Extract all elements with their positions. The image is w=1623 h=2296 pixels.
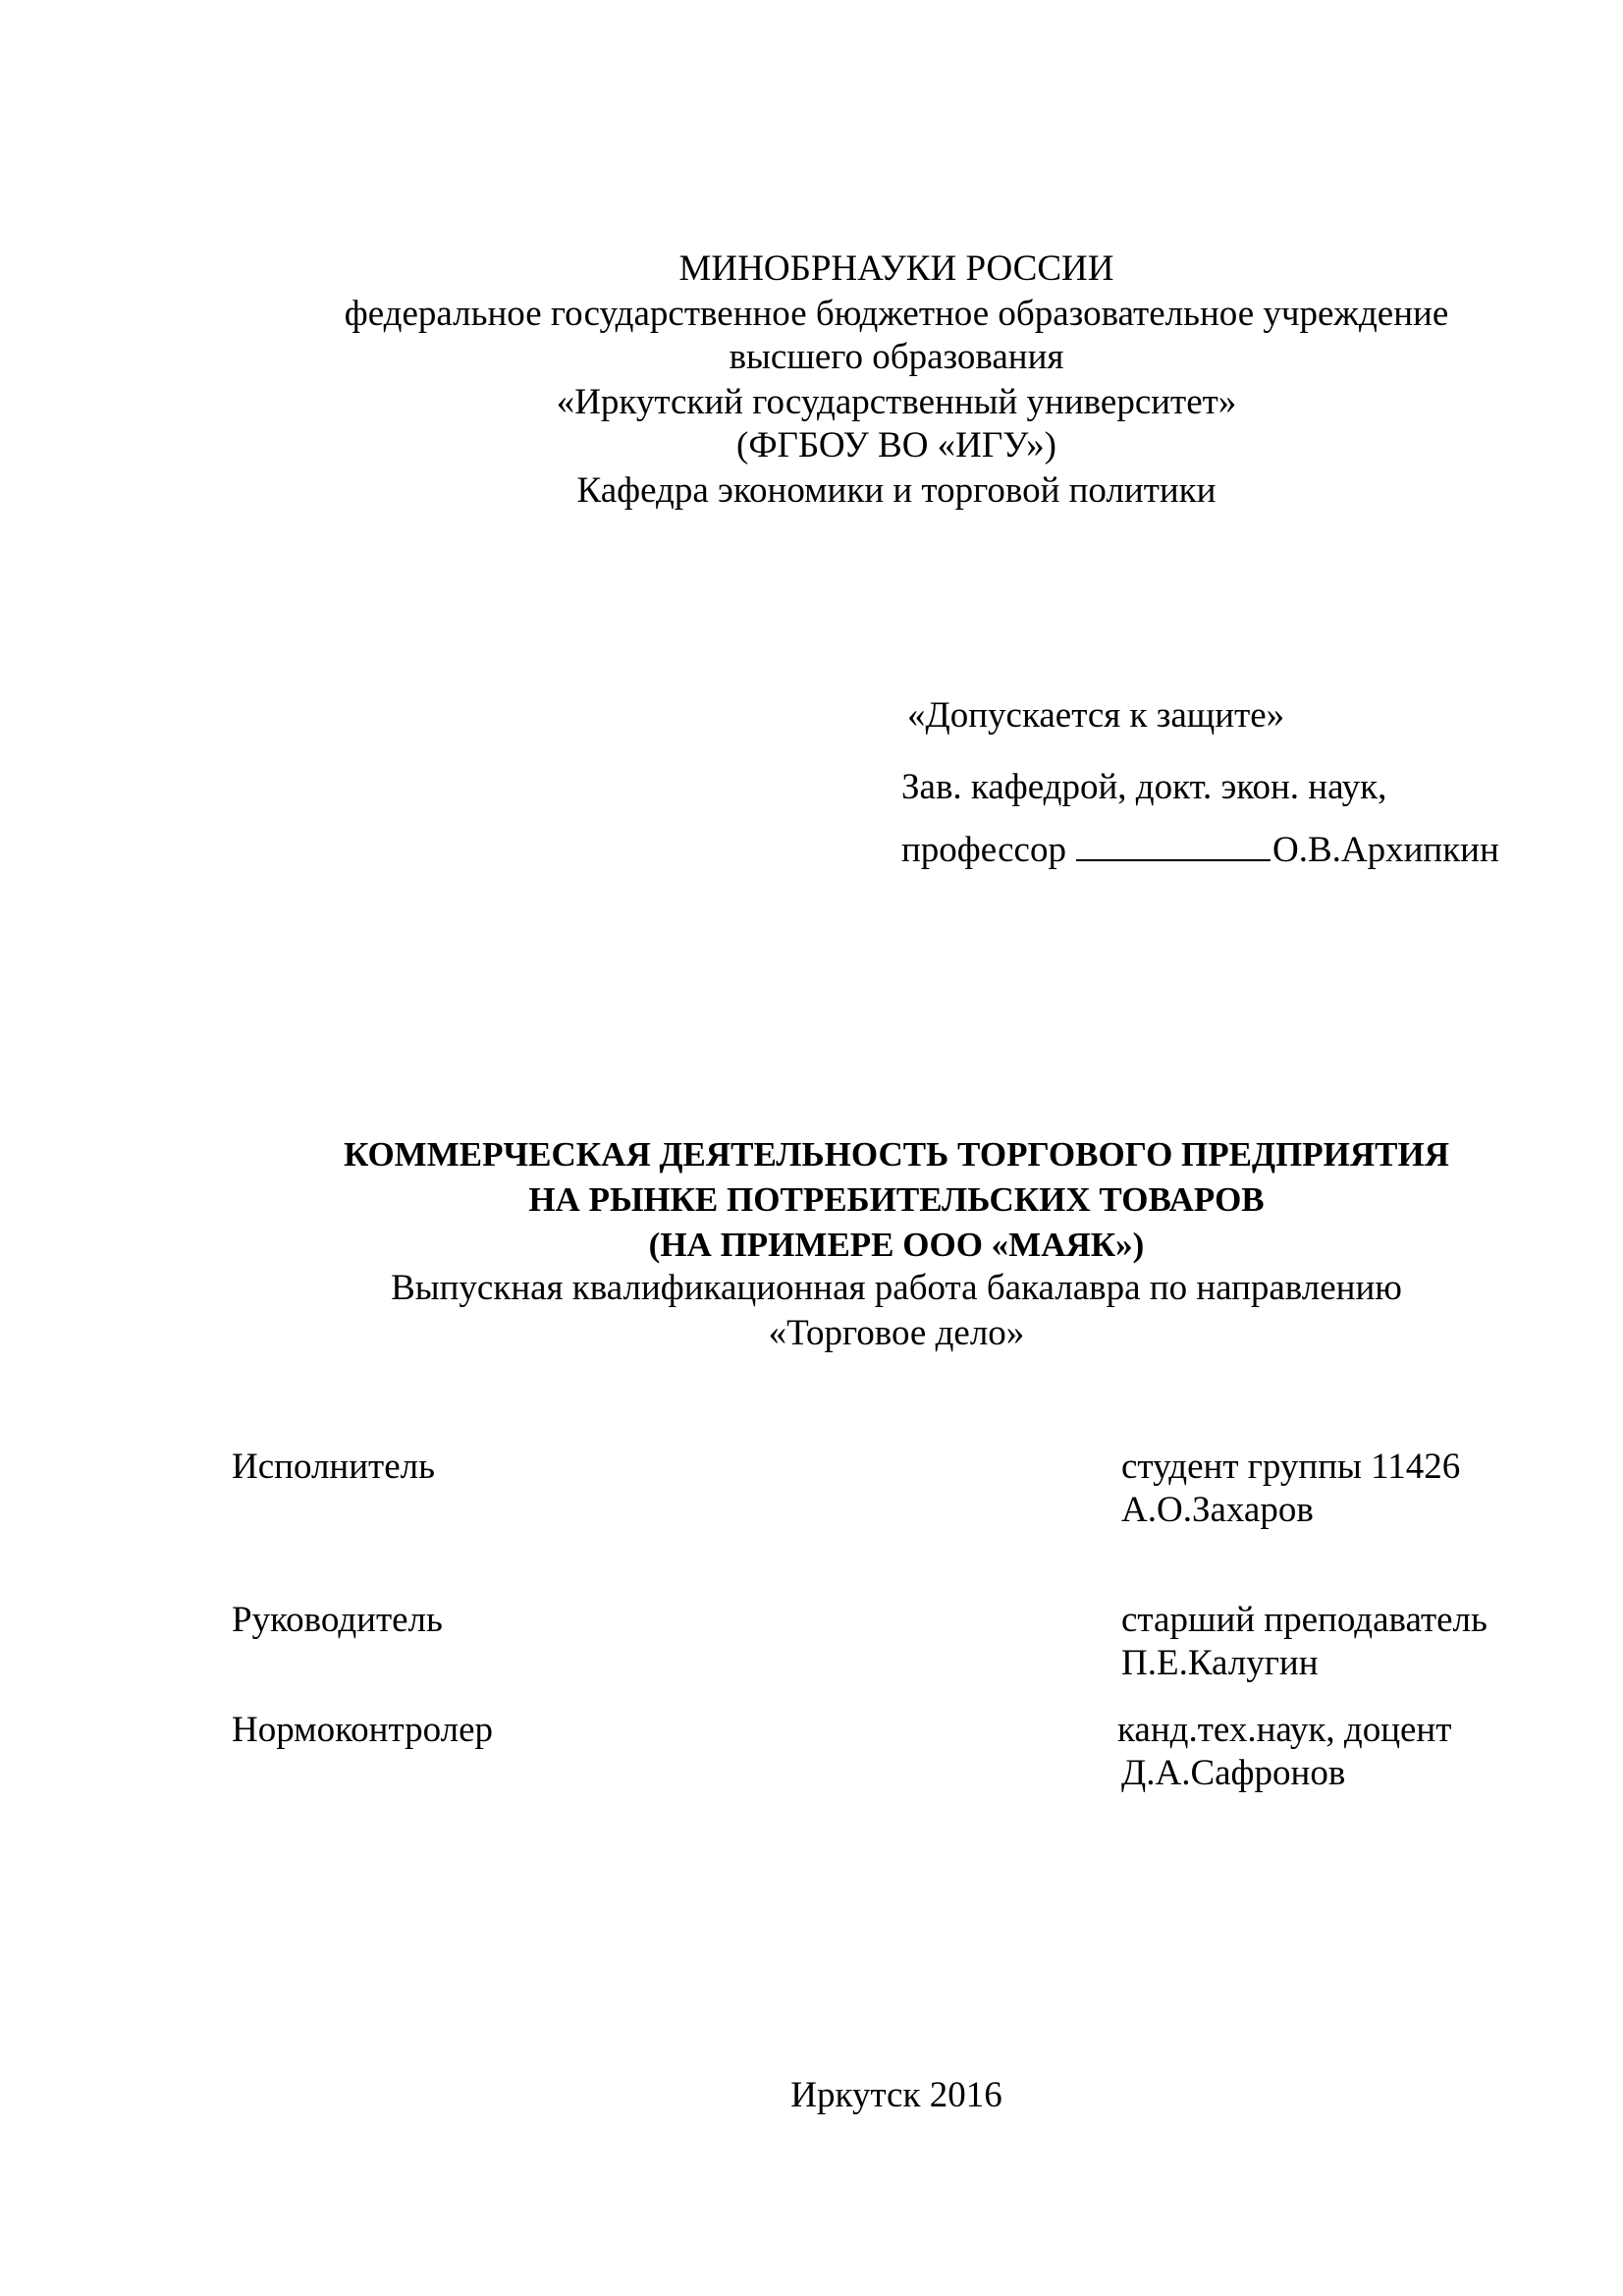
thesis-title-line-2: НА РЫНКЕ ПОТРЕБИТЕЛЬСКИХ ТОВАРОВ [528,1180,1265,1219]
head-of-department-signature-line [901,829,1499,872]
head-position: профессор [901,830,1066,870]
thesis-subtitle-line-1: Выпускная квалификационная работа бакалавра по направлению [391,1268,1402,1308]
university-abbreviation: (ФГБОУ ВО «ИГУ») [736,425,1056,465]
head-of-department-title: Зав. кафедрой, докт. экон. наук, [901,767,1387,807]
city-and-year: Иркутск 2016 [790,2075,1002,2115]
norm-controller-role: Нормоконтролер [232,1710,493,1750]
university-name: «Иркутский государственный университет» [556,382,1237,422]
supervisor-detail: старший преподаватель [1121,1600,1488,1640]
supervisor-name: П.Е.Калугин [1121,1643,1319,1683]
ministry-name: МИНОБРНАУКИ РОССИИ [678,248,1114,289]
executor-role: Исполнитель [232,1447,435,1487]
thesis-subtitle-line-2: «Торговое дело» [768,1313,1025,1353]
executor-name: А.О.Захаров [1121,1490,1314,1530]
admitted-to-defense: «Допускается к защите» [907,695,1285,736]
department-name: Кафедра экономики и торговой политики [576,470,1217,511]
institution-line-1: федеральное государственное бюджетное образовательное учреждение [344,294,1449,334]
thesis-title-line-1: КОММЕРЧЕСКАЯ ДЕЯТЕЛЬНОСТЬ ТОРГОВОГО ПРЕДПРИЯТИЯ [343,1135,1450,1174]
executor-detail: студент группы 11426 [1121,1447,1461,1487]
institution-line-2: высшего образования [729,337,1064,377]
thesis-title-line-3: (НА ПРИМЕРЕ ООО «МАЯК») [648,1226,1145,1264]
supervisor-role: Руководитель [232,1600,443,1640]
head-name: О.В.Архипкин [1271,830,1499,870]
signature-blank [1076,859,1271,861]
norm-controller-name: Д.А.Сафронов [1121,1753,1346,1793]
norm-controller-detail: канд.тех.наук, доцент [1117,1710,1452,1750]
